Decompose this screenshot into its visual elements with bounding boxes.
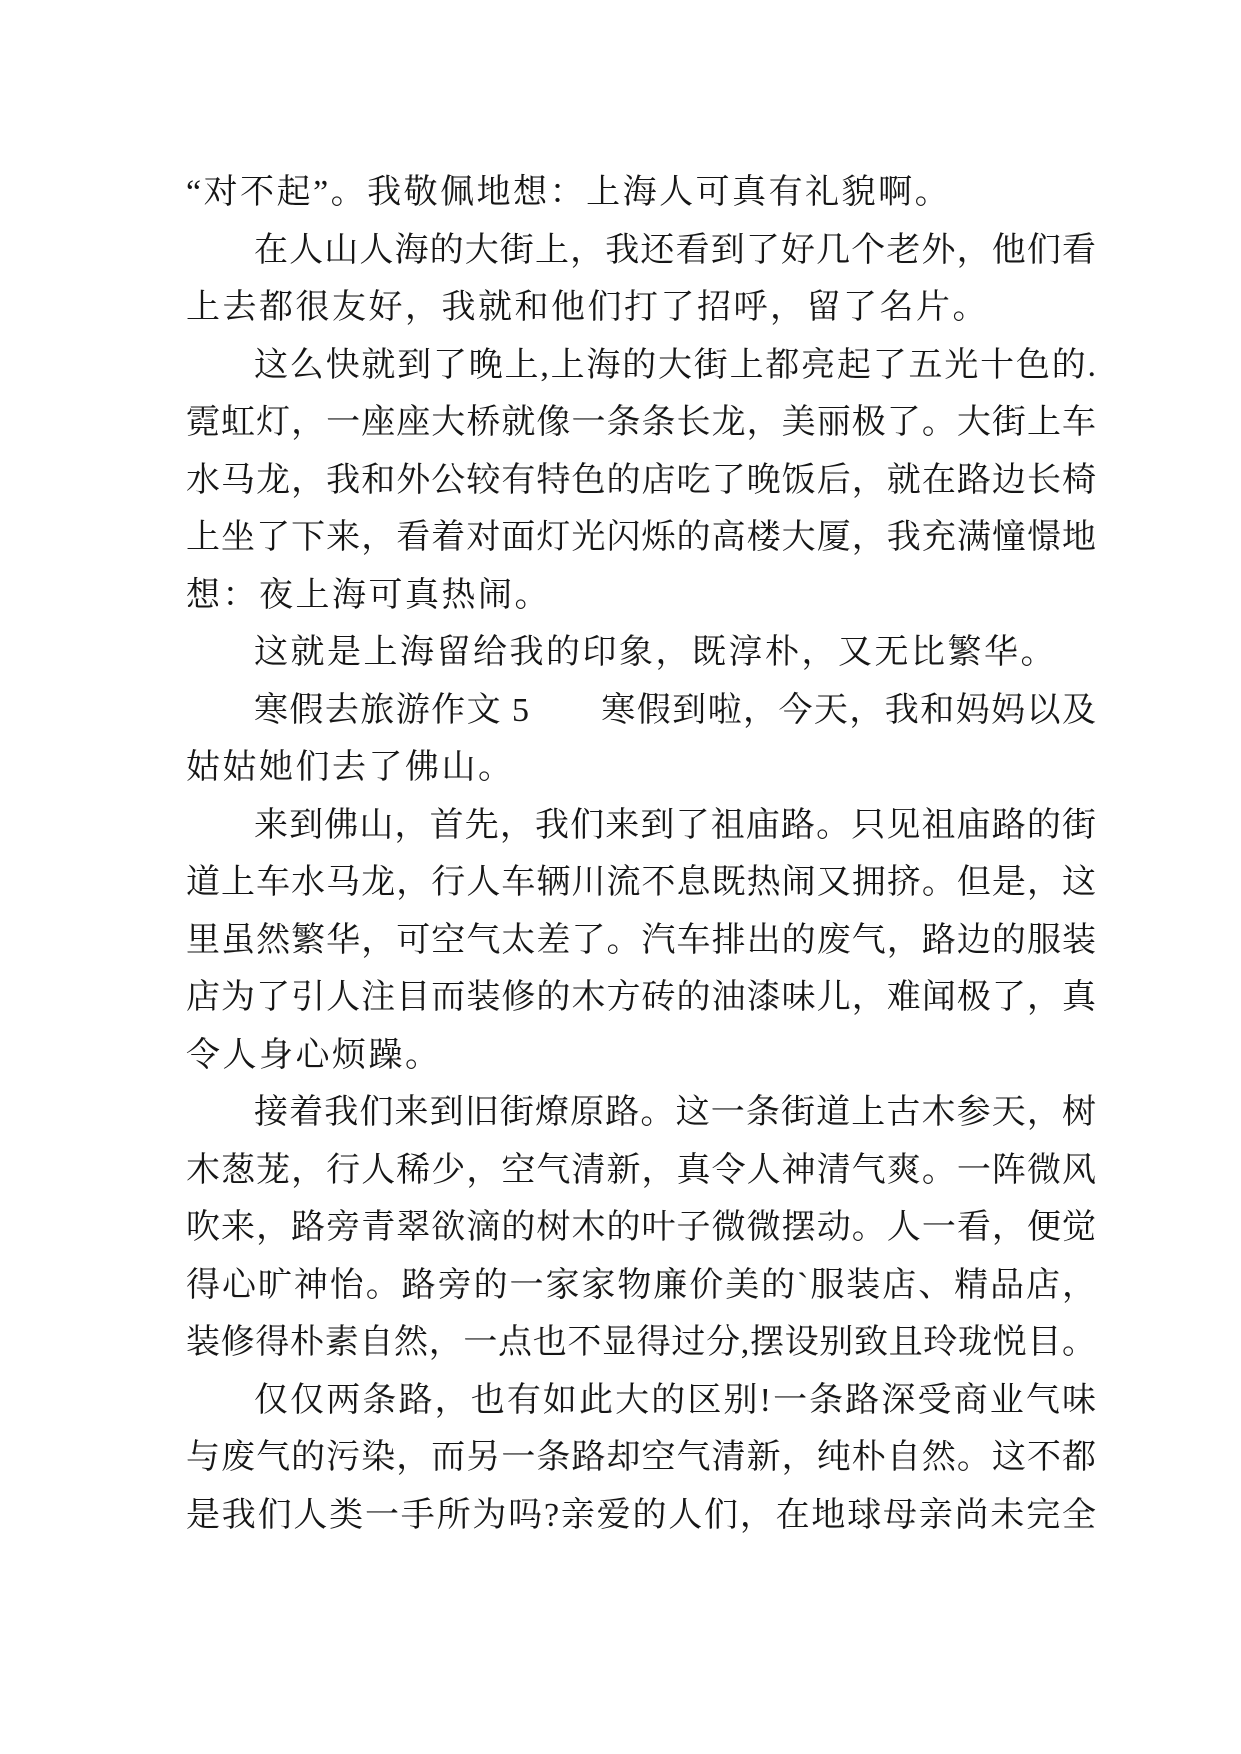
text-line: 上坐了下来，看着对面灯光闪烁的高楼大厦，我充满憧憬地	[186, 519, 1096, 556]
text-line: 水马龙，我和外公较有特色的店吃了晚饭后，就在路边长椅	[186, 461, 1096, 499]
text-line: 与废气的污染，而另一条路却空气清新，纯朴自然。这不都	[186, 1439, 1096, 1476]
text-line: 霓虹灯，一座座大桥就像一条条长龙，美丽极了。大街上车	[186, 404, 1096, 441]
text-line: 是我们人类一手所为吗?亲爱的人们，在地球母亲尚未完全	[186, 1496, 1096, 1534]
text-line: 来到佛山，首先，我们来到了祖庙路。只见祖庙路的街	[254, 806, 1096, 844]
text-line: “对不起”。我敬佩地想：上海人可真有礼貌啊。	[186, 174, 952, 211]
text-line: 里虽然繁华，可空气太差了。汽车排出的废气，路边的服装	[186, 921, 1096, 959]
text-line: 这么快就到了晚上,上海的大街上都亮起了五光十色的.	[254, 346, 1096, 384]
text-line: 这就是上海留给我的印象，既淳朴，又无比繁华。	[254, 634, 1057, 671]
text-line: 木葱茏，行人稀少，空气清新，真令人神清气爽。一阵微风	[186, 1151, 1096, 1189]
text-line: 在人山人海的大街上，我还看到了好几个老外，他们看	[254, 231, 1096, 269]
text-line: 想：夜上海可真热闹。	[186, 576, 551, 614]
text-line: 上去都很友好，我就和他们打了招呼，留了名片。	[186, 289, 989, 326]
text-line: 吹来，路旁青翠欲滴的树木的叶子微微摆动。人一看，便觉	[186, 1209, 1096, 1246]
text-line: 店为了引人注目而装修的木方砖的油漆味儿，难闻极了，真	[186, 979, 1096, 1016]
text-line: 姑姑她们去了佛山。	[186, 749, 515, 786]
text-line: 接着我们来到旧街燎原路。这一条街道上古木参天，树	[254, 1094, 1096, 1131]
text-line: 得心旷神怡。路旁的一家家物廉价美的`服装店、精品店，	[186, 1266, 1096, 1304]
text-line: 道上车水马龙，行人车辆川流不息既热闹又拥挤。但是，这	[186, 864, 1096, 901]
essay-text-block	[186, 164, 1096, 1544]
text-line: 令人身心烦躁。	[186, 1036, 442, 1074]
text-line: 装修得朴素自然，一点也不显得过分,摆设别致且玲珑悦目。	[186, 1324, 1096, 1361]
text-line essay-section-heading-line: 寒假去旅游作文 5 寒假到啦，今天，我和妈妈以及	[254, 691, 1096, 729]
text-line: 仅仅两条路，也有如此大的区别!一条路深受商业气味	[254, 1381, 1096, 1419]
